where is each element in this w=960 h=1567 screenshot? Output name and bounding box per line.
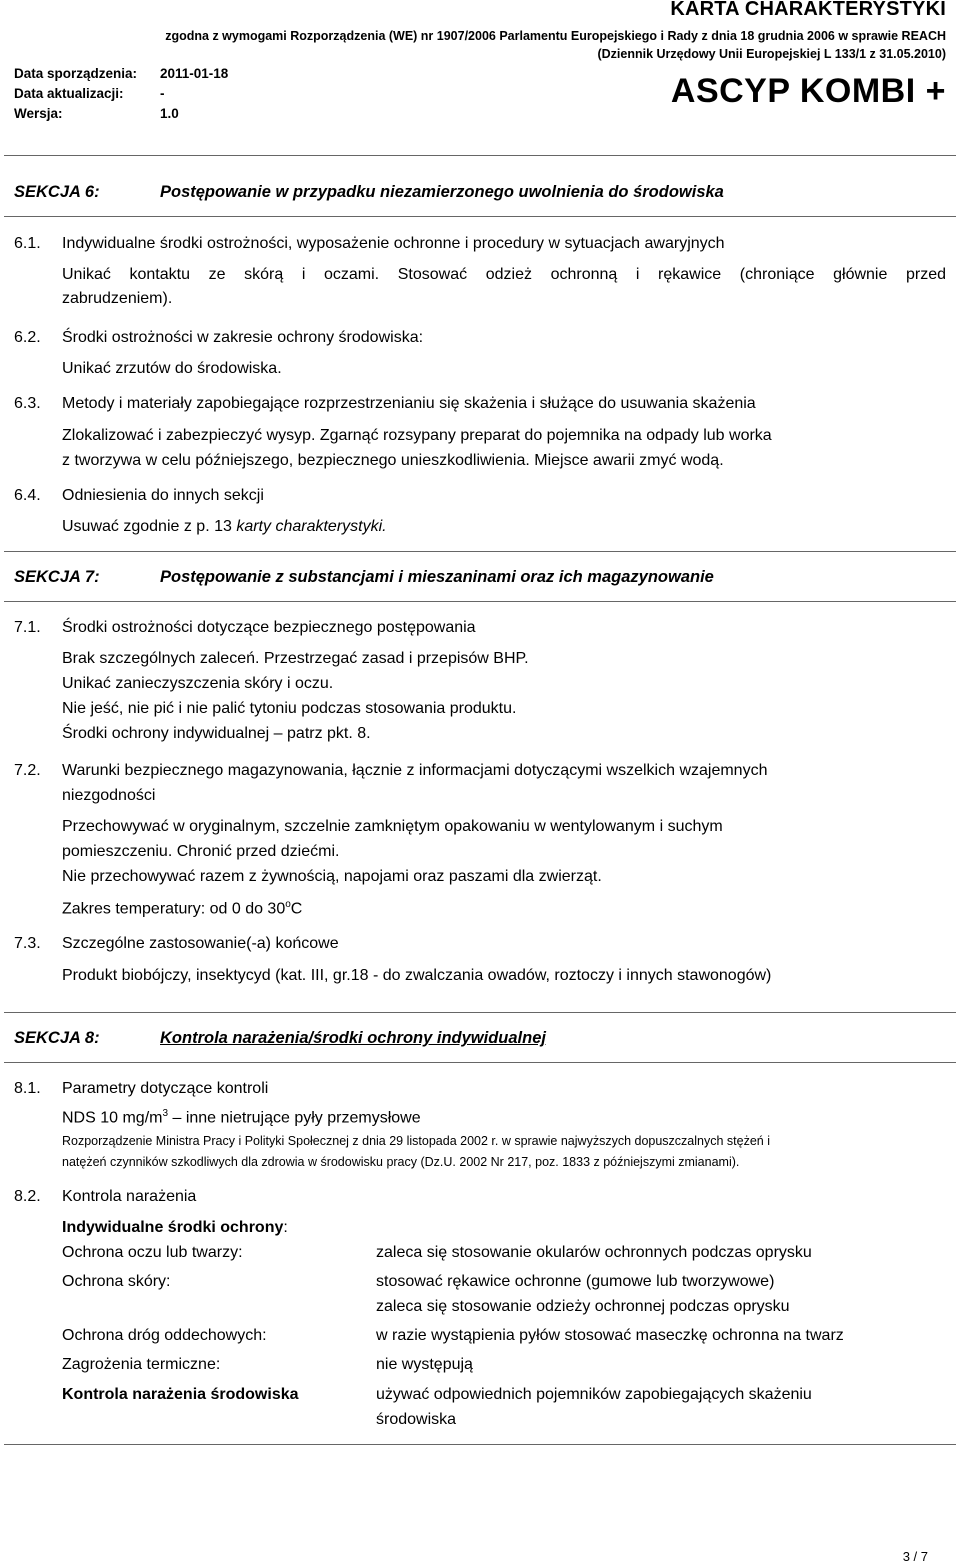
regulation-reference: natężeń czynników szkodliwych dla zdrowia w środowisku pracy (Dz.U. 2002 Nr 217, poz. 1833 z późniejszymi zmianami). (62, 1155, 740, 1169)
paragraph-line: Przechowywać w oryginalnym, szczelnie zamkniętym opakowaniu w wentylowanym i suchym (62, 818, 723, 835)
nds-line (62, 1108, 421, 1127)
subsection-number: 6.3. (14, 395, 41, 412)
env-exposure-value: środowiska (376, 1411, 457, 1428)
divider (4, 216, 956, 217)
paragraph-line: Brak szczególnych zaleceń. Przestrzegać zasad i przepisów BHP. (62, 650, 529, 667)
cubic-sup: 3 (162, 1108, 169, 1119)
subsection-number: 6.4. (14, 487, 41, 504)
ppe-label: Ochrona dróg oddechowych: (62, 1327, 267, 1344)
divider (4, 1444, 956, 1445)
meta-updated (14, 86, 165, 101)
meta-created (14, 66, 229, 81)
paragraph-line: Środki ochrony indywidualnej – patrz pkt. 8. (62, 725, 371, 742)
meta-value: 2011-01-18 (160, 66, 229, 81)
meta-label: Data aktualizacji: (14, 86, 124, 101)
subsection-title-cont: niezgodności (62, 787, 156, 804)
ppe-value: zaleca się stosowanie odzieży ochronnej podczas oprysku (376, 1298, 790, 1315)
regulation-line-1: zgodna z wymogami Rozporządzenia (WE) nr 1907/2006 Parlamentu Europejskiego i Rady z dnia 18 grudnia 2006 w sprawie REACH (165, 29, 946, 43)
ppe-value: stosować rękawice ochronne (gumowe lub tworzywowe) (376, 1273, 775, 1290)
meta-label: Wersja: (14, 106, 63, 121)
subsection-title: Szczególne zastosowanie(-a) końcowe (62, 935, 339, 952)
paragraph-line (62, 899, 302, 918)
paragraph-line: Unikać kontaktu ze skórą i oczami. Stosować odzież ochronną i rękawice (chroniące głównie przed (62, 266, 946, 283)
divider (4, 1062, 956, 1063)
subsection-title: Warunki bezpiecznego magazynowania, łącznie z informacjami dotyczącymi wszelkich wzajemnych (62, 762, 768, 779)
subsection-title: Środki ostrożności dotyczące bezpiecznego postępowania (62, 619, 476, 636)
subsection-number: 6.2. (14, 329, 41, 346)
meta-label: Data sporządzenia: (14, 66, 138, 81)
paragraph-line: Produkt biobójczy, insektycyd (kat. III, gr.18 - do zwalczania owadów, roztoczy i innych stawonogów) (62, 967, 772, 984)
paragraph-line: Nie przechowywać razem z żywnością, napojami oraz paszami dla zwierząt. (62, 868, 602, 885)
ppe-label: Zagrożenia termiczne: (62, 1356, 221, 1373)
regulation-reference: Rozporządzenie Ministra Pracy i Polityki Społecznej z dnia 29 listopada 2002 r. w sprawie najwyższych dopuszczalnych stężeń i (62, 1134, 770, 1148)
meta-version (14, 106, 179, 121)
subsection-title: Odniesienia do innych sekcji (62, 487, 264, 504)
paragraph-line: z tworzywa w celu późniejszego, bezpiecznego unieszkodliwienia. Miejsce awarii zmyć wodą. (62, 452, 724, 469)
subsection-title: Indywidualne środki ostrożności, wyposażenie ochronne i procedury w sytuacjach awaryjnych (62, 235, 725, 252)
ppe-value: zaleca się stosowanie okularów ochronnych podczas oprysku (376, 1244, 812, 1261)
meta-value: - (160, 86, 165, 101)
ppe-value: w razie wystąpienia pyłów stosować maseczkę ochronna na twarz (376, 1327, 844, 1344)
divider (4, 551, 956, 552)
text-plain: Usuwać zgodnie z p. 13 (62, 518, 237, 535)
subsection-number: 7.2. (14, 762, 41, 779)
ppe-label: Ochrona oczu lub twarzy: (62, 1244, 243, 1261)
subsection-title: Parametry dotyczące kontroli (62, 1080, 269, 1097)
product-name: ASCYP KOMBI + (670, 72, 946, 110)
ppe-heading (62, 1219, 288, 1237)
divider (4, 601, 956, 602)
section-7-title: Postępowanie z substancjami i mieszaninami oraz ich magazynowanie (160, 568, 714, 586)
section-6-title: Postępowanie w przypadku niezamierzonego uwolnienia do środowiska (160, 183, 724, 201)
subsection-number: 6.1. (14, 235, 41, 252)
text-italic: karty charakterystyki. (236, 518, 387, 535)
subsection-number: 8.1. (14, 1080, 41, 1097)
subsection-title: Kontrola narażenia (62, 1188, 197, 1205)
temp-unit: C (290, 900, 303, 918)
divider (4, 1012, 956, 1013)
paragraph-line: Unikać zrzutów do środowiska. (62, 360, 282, 377)
paragraph-line: pomieszczeniu. Chronić przed dziećmi. (62, 843, 340, 860)
ppe-label: Ochrona skóry: (62, 1273, 171, 1290)
temp-text: Zakres temperatury: od 0 do 30 (62, 900, 286, 918)
subsection-number: 8.2. (14, 1188, 41, 1205)
page-number: 3 / 7 (902, 1549, 928, 1564)
paragraph-line: Unikać zanieczyszczenia skóry i oczu. (62, 675, 334, 692)
subsection-number: 7.1. (14, 619, 41, 636)
env-exposure-label: Kontrola narażenia środowiska (62, 1386, 299, 1403)
paragraph-line (62, 518, 387, 536)
section-8-number: SEKCJA 8: (14, 1029, 100, 1047)
nds-text: NDS 10 mg/m (62, 1109, 163, 1127)
paragraph-line: zabrudzeniem). (62, 290, 173, 307)
ppe-heading-colon: : (283, 1219, 288, 1236)
paragraph-line: Nie jeść, nie pić i nie palić tytoniu podczas stosowania produktu. (62, 700, 517, 717)
document-type-title: KARTA CHARAKTERYSTYKI (670, 0, 946, 20)
regulation-line-2: (Dziennik Urzędowy Unii Europejskiej L 133/1 z 31.05.2010) (597, 47, 946, 61)
meta-value: 1.0 (160, 106, 179, 121)
subsection-title: Metody i materiały zapobiegające rozprzestrzenianiu się skażenia i służące do usuwania skażenia (62, 395, 756, 412)
subsection-number: 7.3. (14, 935, 41, 952)
section-8-title: Kontrola narażenia/środki ochrony indywidualnej (160, 1029, 546, 1047)
nds-text-cont: – inne nietrujące pyły przemysłowe (168, 1109, 421, 1127)
section-6-number: SEKCJA 6: (14, 183, 100, 201)
ppe-value: nie występują (376, 1356, 473, 1373)
degree-sup: o (285, 899, 291, 910)
divider (4, 155, 956, 156)
env-exposure-value: używać odpowiednich pojemników zapobiegających skażeniu (376, 1386, 812, 1403)
paragraph-line: Zlokalizować i zabezpieczyć wysyp. Zgarnąć rozsypany preparat do pojemnika na odpady lub worka (62, 427, 772, 444)
section-7-number: SEKCJA 7: (14, 568, 100, 586)
ppe-heading-text: Indywidualne środki ochrony (62, 1219, 284, 1236)
subsection-title: Środki ostrożności w zakresie ochrony środowiska: (62, 329, 424, 346)
